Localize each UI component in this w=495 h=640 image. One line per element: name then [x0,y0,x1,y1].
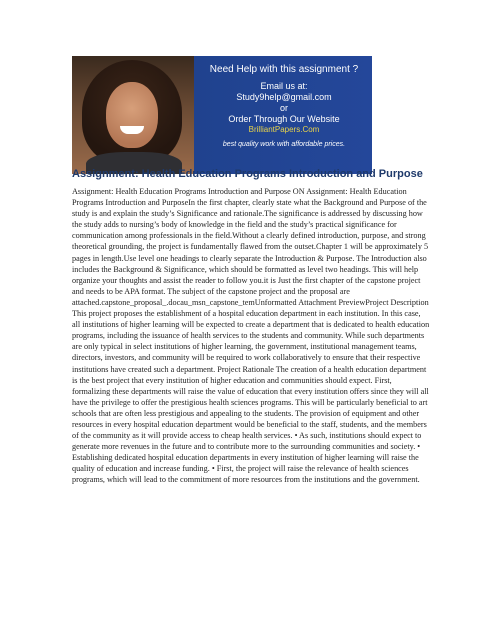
photo-face [106,82,158,148]
banner-or: or [279,103,288,113]
banner-heading: Need Help with this assignment ? [209,64,359,75]
document-body: Assignment: Health Education Programs Introduction and Purpose ON Assignment: Health Education Programs Introduction and PurposeIn the first chapter, clearly state what the Background and Purpose of the study is and explain the study’s Significance and rationale.The significance is addressed by discussing how the study adds to nursing’s body of knowledge in the field and the study’s practical significance for communication among professionals in the field.Without a clearly defined introduction, purpose, and strong theoretical grounding, the project is fundamentally flawed from the outset.Chapter 1 will be approximately 5 pages in length.Use level one headings to clearly separate the Introduction & Purpose. The Introduction also includes the Background & Significance, which should be formatted as level two headings. This will help organize your thoughts and assist the reader to follow you.it is Just the first chapter of the capstone project and needs to be APA format. The subject of the capstone project and the proposal are attached.capstone_proposal_.docau_msn_capstone_temUnformatted Attachment PreviewProject Description This project proposes the establishment of a hospital education department in each institution. In this case, all institutions of higher learning will be expected to create a department that is dedicated to health education programs, including the issuance of health services to the students and community. While such departments are only typical in select institutions of higher learning, the government, institutional management teams, directors, investors, and community will be required to work collaboratively to ensure that their respective institutions have created such a department. Project Rationale The creation of a health education department is the best project that every institution of higher education and communities should expect. First, formalizing these departments will raise the value of education that every institution offers since they will all have the privilege to offer the prestigious health sciences programs. This will be particularly beneficial to art schools that are often less prestigious and appealing to the students. The provision of equipment and other resources in every hospital education department would be beneficial to the staff, students, and the members of the community as it will provide access to cheap health services. • As such, institutions should expect to generate more revenues in the future and to contribute more to the surrounding communities and society. • Establishing dedicated hospital education departments in every institution of higher learning will raise the quality of education and increase funding. • First, the project will raise the relevance of health sciences programs, which will lead to the commitment of more resources from the institutions and the government. [72,187,430,485]
banner-website-link[interactable]: BrilliantPapers.Com [248,125,320,134]
banner-email-label: Email us at: [260,81,308,91]
document-title: Assignment: Health Education Programs Introduction and Purpose [72,168,423,180]
woman-photo [72,56,194,174]
banner-order-label: Order Through Our Website [228,114,340,124]
banner-email-link[interactable]: Study9help@gmail.com [236,92,332,102]
banner-tagline: best quality work with affordable prices. [222,141,346,148]
banner-text [200,64,368,148]
help-banner[interactable] [72,56,372,174]
